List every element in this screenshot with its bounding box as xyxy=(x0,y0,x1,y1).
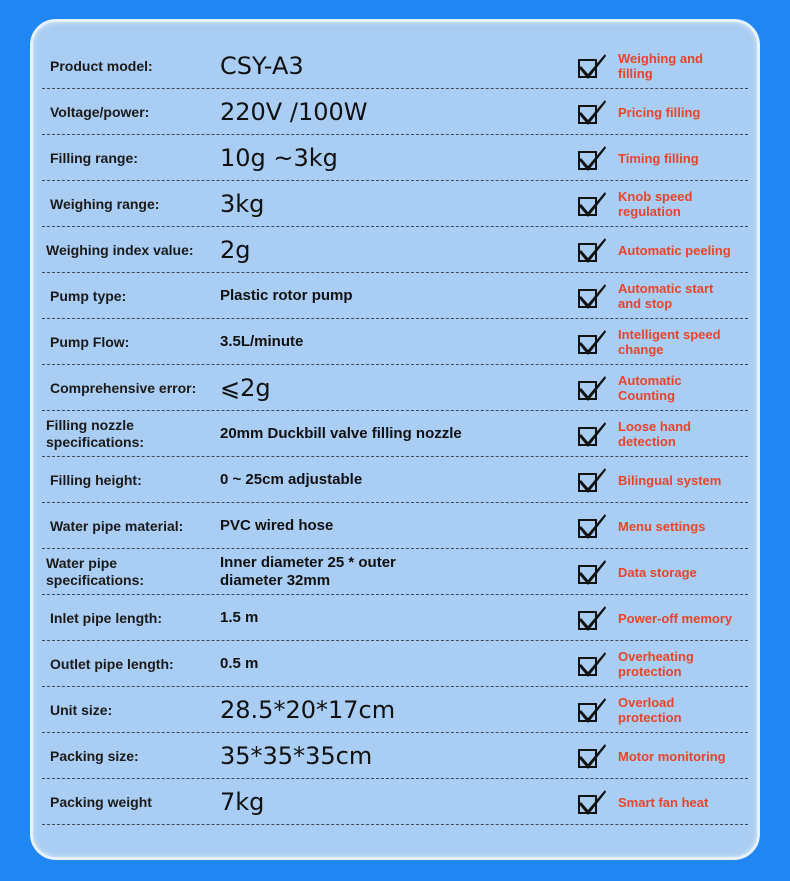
spec-value: Plastic rotor pump xyxy=(220,287,353,304)
spec-value: 0 ~ 25cm adjustable xyxy=(220,471,363,488)
checkbox-checked-icon xyxy=(576,98,606,126)
spec-label: Outlet pipe length: xyxy=(50,655,174,672)
checkbox-checked-icon xyxy=(576,236,606,264)
row-divider xyxy=(42,824,748,825)
spec-row-6 xyxy=(42,319,748,365)
checkbox-checked-icon xyxy=(576,742,606,770)
spec-label: Product model: xyxy=(50,57,153,74)
checkbox-checked-icon xyxy=(576,374,606,402)
spec-row-1 xyxy=(42,89,748,135)
feature-label: Intelligent speed change xyxy=(618,327,721,357)
spec-label: Unit size: xyxy=(50,701,113,718)
feature-label: Knob speed regulation xyxy=(618,189,693,219)
spec-row-4 xyxy=(42,227,748,273)
feature-label: Motor monitoring xyxy=(618,748,726,764)
spec-value: 7kg xyxy=(220,788,265,816)
spec-value: CSY-A3 xyxy=(220,52,304,80)
checkbox-checked-icon xyxy=(576,650,606,678)
checkbox-checked-icon xyxy=(576,144,606,172)
checkbox-checked-icon xyxy=(576,788,606,816)
checkbox-checked-icon xyxy=(576,466,606,494)
spec-label: Filling range: xyxy=(50,149,138,166)
spec-value: 35*35*35cm xyxy=(220,742,373,770)
spec-row-5 xyxy=(42,273,748,319)
spec-value: 3.5L/minute xyxy=(220,333,304,350)
spec-row-16 xyxy=(42,779,748,825)
spec-value: 20mm Duckbill valve filling nozzle xyxy=(220,425,462,442)
spec-label: Comprehensive error: xyxy=(50,379,197,396)
feature-label: Automatic peeling xyxy=(618,242,731,258)
spec-value: 220V /100W xyxy=(220,98,368,126)
spec-value: 0.5 m xyxy=(220,655,259,672)
spec-label: Water pipe material: xyxy=(50,517,184,534)
spec-label: Water pipe specifications: xyxy=(46,555,145,588)
checkbox-checked-icon xyxy=(576,420,606,448)
feature-label: Power-off memory xyxy=(618,610,733,626)
spec-label: Weighing range: xyxy=(50,195,160,212)
spec-row-7 xyxy=(42,365,748,411)
checkbox-checked-icon xyxy=(576,512,606,540)
feature-label: Pricing filling xyxy=(618,104,701,120)
feature-label: Menu settings xyxy=(618,518,706,534)
spec-label: Filling height: xyxy=(50,471,142,488)
spec-label: Weighing index value: xyxy=(46,241,194,258)
spec-value: 10g ~3kg xyxy=(220,144,338,172)
spec-row-11 xyxy=(42,549,748,595)
spec-row-2 xyxy=(42,135,748,181)
feature-label: Loose hand detection xyxy=(618,419,691,449)
spec-value: ⩽2g xyxy=(220,374,271,402)
feature-label: Timing filling xyxy=(618,150,699,166)
spec-value: 1.5 m xyxy=(220,609,259,626)
spec-value: 3kg xyxy=(220,190,265,218)
feature-label: Overload protection xyxy=(618,695,682,725)
feature-label: Automatic Counting xyxy=(618,373,682,403)
spec-label: Filling nozzle specifications: xyxy=(46,417,145,450)
spec-row-0 xyxy=(42,43,748,89)
checkbox-checked-icon xyxy=(576,52,606,80)
spec-label: Voltage/power: xyxy=(50,103,150,120)
checkbox-checked-icon xyxy=(576,282,606,310)
spec-value: Inner diameter 25 * outer diameter 32mm xyxy=(220,554,396,589)
spec-label: Pump type: xyxy=(50,287,127,304)
checkbox-checked-icon xyxy=(576,558,606,586)
spec-row-8 xyxy=(42,411,748,457)
feature-label: Overheating protection xyxy=(618,649,694,679)
spec-label: Inlet pipe length: xyxy=(50,609,162,626)
spec-row-10 xyxy=(42,503,748,549)
spec-row-13 xyxy=(42,641,748,687)
spec-row-15 xyxy=(42,733,748,779)
checkbox-checked-icon xyxy=(576,604,606,632)
spec-value: 28.5*20*17cm xyxy=(220,696,396,724)
checkbox-checked-icon xyxy=(576,328,606,356)
spec-row-14 xyxy=(42,687,748,733)
checkbox-checked-icon xyxy=(576,696,606,724)
spec-row-9 xyxy=(42,457,748,503)
spec-value: 2g xyxy=(220,236,251,264)
spec-label: Packing weight xyxy=(50,793,152,810)
feature-label: Automatic start and stop xyxy=(618,281,714,311)
feature-label: Smart fan heat xyxy=(618,794,709,810)
feature-label: Weighing and filling xyxy=(618,51,703,81)
spec-row-12 xyxy=(42,595,748,641)
feature-label: Bilingual system xyxy=(618,472,722,488)
spec-label: Pump Flow: xyxy=(50,333,130,350)
spec-row-3 xyxy=(42,181,748,227)
spec-value: PVC wired hose xyxy=(220,517,334,534)
checkbox-checked-icon xyxy=(576,190,606,218)
spec-label: Packing size: xyxy=(50,747,139,764)
feature-label: Data storage xyxy=(618,564,697,580)
